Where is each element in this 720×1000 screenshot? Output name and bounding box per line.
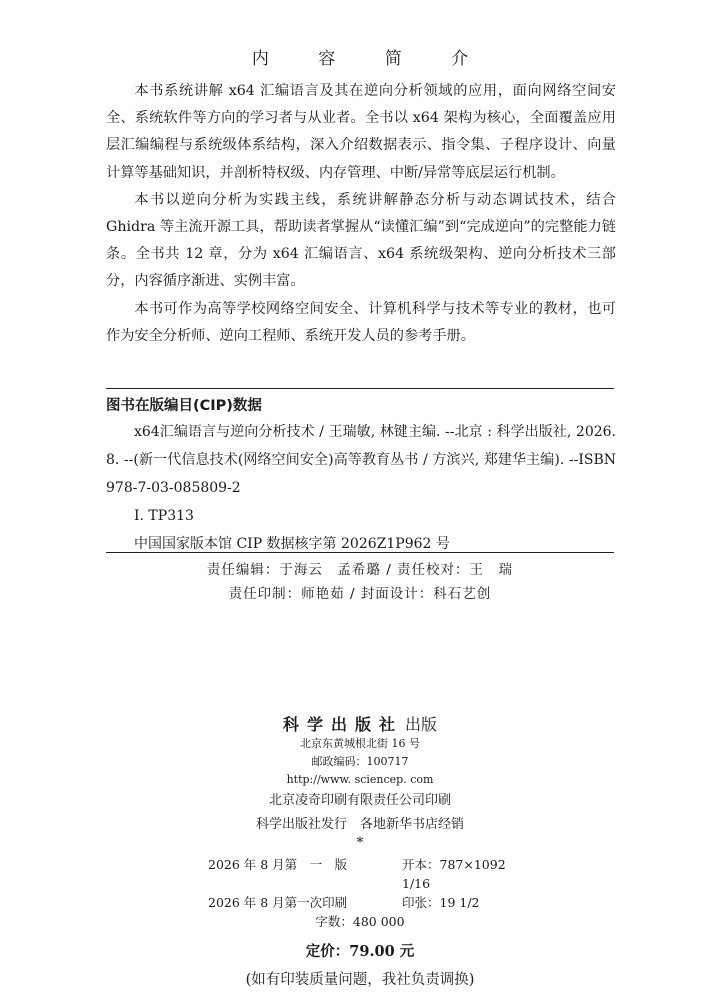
cip-record-text: x64汇编语言与逆向分析技术 / 王瑞敏, 林键主编. --北京 : 科学出版社, 2026. 8. --(新一代信息技术(网络空间安全)高等教育丛书 / 方滨兴, 郑建华主编). --ISBN 978-7-03-085809-2 [106, 424, 616, 496]
cip-number: 中国国家版本馆 CIP 数据核字第 2026Z1P962 号 [134, 536, 450, 552]
cip-classification: Ⅰ. TP313 [134, 508, 194, 524]
intro-paragraph: 本书以逆向分析为实践主线，系统讲解静态分析与动态调试技术，结合 Ghidra 等主流开源工具，帮助读者掌握从“读懂汇编”到“完成逆向”的完整能力链条。全书共 12 章，分为 x64 汇编语言、x64 系统级架构、逆向分析技术三部分，内容循序渐进、实例丰富。 [106, 191, 616, 290]
intro-paragraph: 本书系统讲解 x64 汇编语言及其在逆向分析领域的应用，面向网络空间安全、系统软件等方向的学习者与从业者。全书以 x64 架构为核心，全面覆盖应用层汇编编程与系统级体系结构，深入介绍数据表示、指令集、子程序设计、向量计算等基础知识，并剖析特权级、内存管理、中断/异常等底层运行机制。 [106, 83, 616, 181]
page-title: 内 容 简 介 [251, 49, 491, 69]
intro-section [106, 78, 616, 350]
cip-record [106, 418, 616, 558]
printer-line: 北京凌奇印刷有限责任公司印刷 [268, 793, 451, 808]
distribution-line: 科学出版社发行 各地新华书店经销 [255, 817, 464, 832]
price: 定价：79.00 元 [305, 943, 415, 960]
printing-text: 2026 年 8 月第一次印刷 [208, 895, 348, 910]
spec-row-edition [0, 855, 720, 893]
publisher-website: http://www. sciencep. com [286, 773, 434, 786]
spec-row-printing [0, 893, 720, 912]
cip-top-rule [106, 388, 614, 389]
credits-line-2: 责任印制：师艳茹 / 封面设计：科石艺创 [228, 586, 492, 602]
sheets-text: 印张：19 1/2 [402, 895, 480, 910]
separator-star: * [356, 835, 364, 851]
publisher-suffix: 出版 [405, 715, 438, 734]
cip-bottom-rule [106, 552, 614, 553]
publisher-postcode: 邮政编码：100717 [311, 755, 409, 768]
imprint-block [0, 712, 720, 992]
return-note: (如有印装质量问题，我社负责调换) [245, 972, 475, 988]
credits-line-1: 责任编辑：于海云 孟希璐 / 责任校对：王 瑞 [206, 562, 514, 578]
word-count: 字数：480 000 [315, 914, 405, 929]
publisher-address: 北京东黄城根北街 16 号 [300, 737, 420, 750]
edition-text: 2026 年 8 月第 一 版 [208, 857, 348, 872]
cip-heading: 图书在版编目(CIP)数据 [106, 398, 262, 414]
format-text: 开本：787×1092 1/16 [402, 857, 519, 891]
publisher-name [0, 712, 720, 735]
publisher-logo-text: 科学出版社 [282, 715, 403, 734]
intro-paragraph: 本书可作为高等学校网络空间安全、计算机科学与技术等专业的教材，也可作为安全分析师、逆向工程师、系统开发人员的参考手册。 [106, 300, 616, 344]
